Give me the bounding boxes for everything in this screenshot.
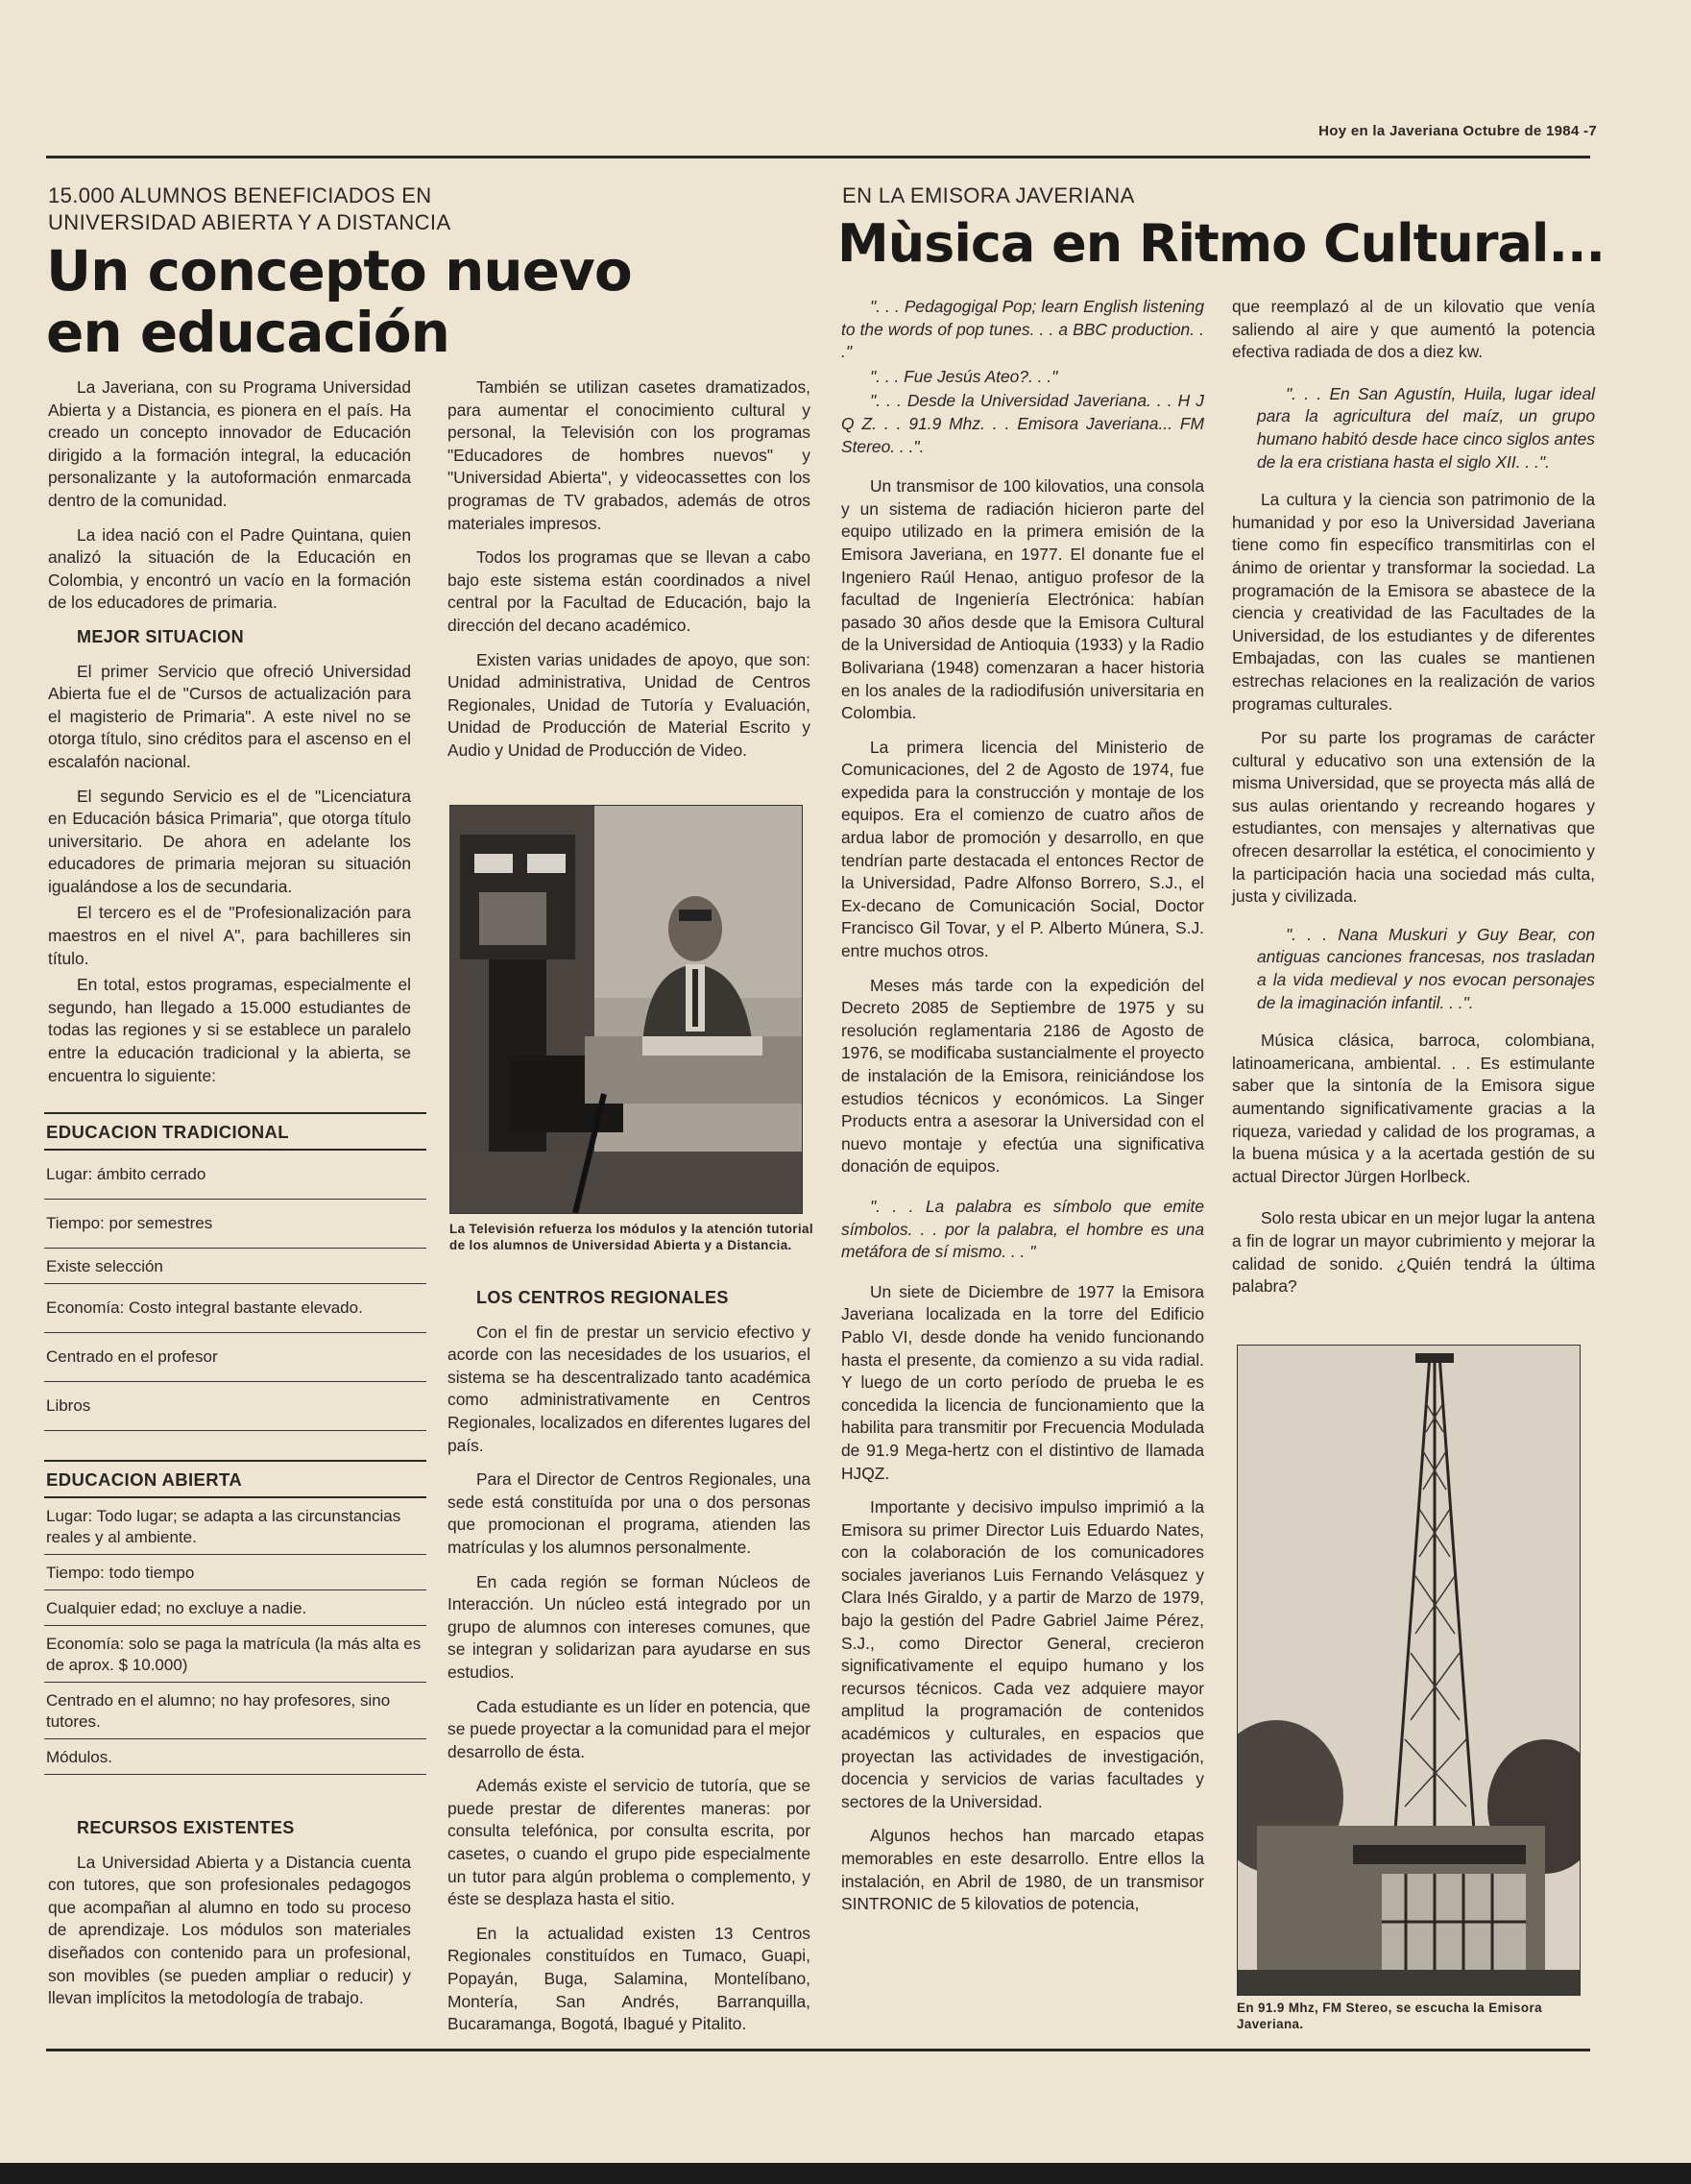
subheading-recursos: RECURSOS EXISTENTES [77,1818,295,1837]
left-headline [46,240,833,363]
left-kicker-line-2: UNIVERSIDAD ABIERTA Y A DISTANCIA [48,210,451,234]
paragraph: Importante y decisivo impulso imprimió a la Emisora su primer Director Luis Eduardo Nates, con la colaboración de los comunicadores sociales javerianos Luis Fernando Velásquez y Clara Inés Giraldo, y a partir de Marzo de 1979, bajo la gestión del Padre Gabriel Jaime Pérez, S.J., como Director General, crecieron significativamente el equipo humano y los recursos técnicos. Cada vez adquiere mayor amplitud la programación de contenidos académicos y culturales, en espacios que proyectan las actividades de investigación, docencia y servicios de varias facultades y sectores de la Universidad. [841,1497,1204,1811]
table-row: Módulos. [44,1739,426,1775]
subheading-centros-regionales: LOS CENTROS REGIONALES [476,1288,729,1307]
recursos-existentes [48,1817,411,2022]
paragraph: En cada región se forman Núcleos de Interacción. Un núcleo está integrado por un grupo de alumnos con intereses comunes, que se integran y solidarizan para ayudarse en sus estudios. [447,1571,810,1682]
left-kicker [48,182,835,236]
quote: ". . . La palabra es símbolo que emite símbolos. . . por la palabra, el hombre es una metáfora de sí mismo. . . " [841,1196,1204,1262]
paragraph: Existen varias unidades de apoyo, que son: Unidad administrativa, Unidad de Centros Regionales, Unidad de Tutoría y Evaluación, Unidad de Producción de Material Escrito y Audio y Unidad de Producción de Video. [447,649,810,760]
paragraph: Por su parte los programas de carácter cultural y educativo son una extensión de la misma Universidad, que se proyecta más allá de sus aulas orientando y recreando hogares y estudiantes, con mensajes y alternativas que ofrecen desarrollar la estética, el conocimiento y la participación hacia una sociedad más culta, justa y civilizada. [1232,728,1595,907]
paragraph: La idea nació con el Padre Quintana, quien analizó la situación de la Educación en Colombia, y encontró un vacío en la formación de los educadores de primaria. [48,524,411,613]
paragraph: La primera licencia del Ministerio de Comunicaciones, del 2 de Agosto de 1974, fue expedida para la construcción y montaje de los equipos. Era el comienzo de cuatro años de ardua labor de promoción y desarrollo, en que tendrían parte destacada el entonces Rector de la Universidad, Padre Alfonso Borrero, S.J., el Ex-decano de Comunicación Social, Doctor Francisco Gil Tovar, y el P. Alberto Múnera, S.J. entre muchos otros. [841,737,1204,961]
table-row: Economía: Costo integral bastante elevado. [44,1284,426,1333]
running-head: Hoy en la Javeriana Octubre de 1984 -7 [1318,123,1597,139]
table-row: Existe selección [44,1249,426,1284]
table-row: Economía: solo se paga la matrícula (la más alta es de aprox. $ 10.000) [44,1626,426,1683]
antenna-tower-photo [1237,1345,1581,1996]
paragraph: Para el Director de Centros Regionales, una sede está constituída por una o dos personas que promocionan el programa, atienden las matrículas y los alumnos personalmente. [447,1469,810,1557]
paragraph: La Javeriana, con su Programa Universidad Abierta y a Distancia, es pionera en el país. Ha creado un concepto innovador de Educación dirigido a la formación integral, la educación personalizante y la autoformación enmarcada dentro de la comunidad. [48,377,411,510]
scan-bottom-edge [0,2163,1691,2184]
paragraph: En total, estos programas, especialmente el segundo, han llegado a 15.000 estudiantes de todas las regiones y si se establece un paralelo entre la educación tradicional y la abierta, se encuentra lo siguiente: [48,975,411,1085]
bottom-rule [46,2049,1590,2051]
table-row: Tiempo: por semestres [44,1200,426,1249]
quote: ". . . Pedagogigal Pop; learn English listening to the words of pop tunes. . . a BBC production. . ." [841,297,1204,362]
left-column-2-top [447,376,810,774]
left-headline-line-1: Un concepto nuevo [46,238,632,303]
paragraph: Algunos hechos han marcado etapas memorables en este desarrollo. Entre ellos la instalación, en Abril de 1980, de un transmisor SINTRONIC de 5 kilovatios de potencia, [841,1826,1204,1914]
top-rule [46,156,1590,158]
left-headline-line-2: en educación [46,300,449,365]
paragraph: Música clásica, barroca, colombiana, latinoamericana, ambiental. . . Es estimulante saber que la sintonía de la Emisora sigue aumentando significativamente gracias a la riqueza, variedad y calidad de los programas, a la buena música y a la acertada gestión de su actual Director Jürgen Horlbeck. [1232,1031,1595,1186]
table-row: Lugar: Todo lugar; se adapta a las circunstancias reales y al ambiente. [44,1498,426,1555]
table-title: EDUCACION ABIERTA [44,1460,426,1498]
table-row: Centrado en el profesor [44,1333,426,1382]
table-row: Libros [44,1382,426,1431]
left-kicker-line-1: 15.000 ALUMNOS BENEFICIADOS EN [48,183,432,207]
right-kicker: EN LA EMISORA JAVERIANA [842,183,1135,207]
paragraph: Meses más tarde con la expedición del Decreto 2085 de Septiembre de 1975 y su resolución reglamentaria 2186 de Agosto de 1976, se modificaba sustancialmente el proyecto de instalación de la Emisora, reiniciándose los estudios técnicos y económicos. La Singer Products entra a asesorar la Universidad con el nuevo montaje y efectúa una significativa donación de equipos. [841,975,1204,1177]
paragraph: Todos los programas que se llevan a cabo bajo este sistema están coordinados a nivel central por la Facultad de Educación, bajo la dirección del decano académico. [447,547,810,635]
table-row: Lugar: ámbito cerrado [44,1151,426,1200]
quote: ". . . Nana Muskuri y Guy Bear, con antiguas canciones francesas, nos trasladan a la vida medieval y nos evocan personajes de la imaginación infantil. . .". [1257,924,1595,1012]
paragraph: Un transmisor de 100 kilovatios, una consola y un sistema de radiación hicieron parte del equipo utilizado en la primera emisión de la Emisora Javeriana, en 1977. El donante fue el Ingeniero Raúl Henao, antiguo profesor de la facultad de Ingeniería Electrónica: habían pasado 30 años desde que la Emisora Cultural de la Universidad de Antioquia (1933) y la Radio Bolivariana (1948) comenzaran a hacer historia en los anales de la radiodifusión universitaria en Colombia. [841,476,1204,723]
paragraph: El segundo Servicio es el de "Licenciatura en Educación básica Primaria", que otorga título universitario. De ahora en adelante los educadores de primaria mejoran su situación igualándose a los de secundaria. [48,786,411,896]
paragraph: La Universidad Abierta y a Distancia cuenta con tutores, que son profesionales pedagogos que acompañan al alumno en todo su proceso de aprendizaje. Los módulos son materiales diseñados con contenido para un profesional, son movibles (se pueden ampliar o reducir) y llevan implícitos la metodología de trabajo. [48,1852,411,2008]
antenna-tower-illustration [1238,1346,1580,1995]
tv-studio-illustration [450,806,802,1213]
paragraph: Cada estudiante es un líder en potencia, que se puede proyectar a la comunidad para el mejor desarrollo de ésta. [447,1696,810,1761]
paragraph: Con el fin de prestar un servicio efectivo y acorde con las necesidades de los usuarios, el sistema se ha descentralizado tanto académica como administrativamente en Centros Regionales, localizados en diferentes lugares del país. [447,1322,811,1455]
subheading-mejor-situacion: MEJOR SITUACION [77,626,245,646]
tv-photo-caption: La Televisión refuerza los módulos y la atención tutorial de los alumnos de Universidad Abierta y a Distancia. [449,1222,813,1252]
quote: ". . . Desde la Universidad Javeriana. . . H J Q Z. . . 91.9 Mhz. . . Emisora Javeriana... FM Stereo. . .". [841,391,1204,456]
left-column-1 [48,376,411,1099]
paragraph: La cultura y la ciencia son patrimonio de la humanidad y por eso la Universidad Javeriana tiene como fin específico transmitirlas con el ánimo de orientar y transformar la sociedad. La programación de la Emisora se abastece de la ciencia y creatividad de las Facultades de la Universidad, de los estudiantes y de diferentes Embajadas, con las cuales se mantienen estrechas relaciones en la realización de varios programas culturales. [1232,490,1595,714]
table-row: Tiempo: todo tiempo [44,1555,426,1590]
tv-studio-photo [449,805,803,1214]
left-column-2-bottom [447,1287,810,2048]
paragraph: Solo resta ubicar en un mejor lugar la antena a fin de lograr un mayor cubrimiento y mejorar la calidad de sonido. ¿Quién tendrá la última palabra? [1232,1208,1595,1297]
paragraph: En la actualidad existen 13 Centros Regionales constituídos en Tumaco, Guapi, Popayán, Buga, Salamina, Montelíbano, Montería, San Andrés, Barranquilla, Bucaramanga, Bogotá, Ibagué y Pitalito. [447,1923,810,2034]
table-title: EDUCACION TRADICIONAL [44,1112,426,1151]
paragraph: Además existe el servicio de tutoría, que se puede prestar de diferentes maneras: por consulta telefónica, por consulta escrita, por casetes, o cuando el grupo pide especialmente un tutor para algún problema o complemento, y éste se desplaza hasta el sitio. [447,1776,810,1909]
paragraph: El tercero es el de "Profesionalización para maestros en el nivel A", para bachilleres sin título. [48,903,411,968]
paragraph: que reemplazó al de un kilovatio que venía saliendo al aire y que aumentó la potencia efectiva radiada de dos a diez kw. [1232,297,1595,362]
antenna-photo-caption: En 91.9 Mhz, FM Stereo, se escucha la Emisora Javeriana. [1237,2001,1542,2031]
right-headline: Mùsica en Ritmo Cultural... [837,213,1605,274]
paragraph: Un siete de Diciembre de 1977 la Emisora Javeriana localizada en la torre del Edificio Pablo VI, desde donde ha venido funcionando hasta el presente, da comienzo a su vida radial. Y luego de un corto período de prueba le es concedida la licencia de funcionamiento que la habilita para transmitir por Frecuencia Modulada de 91.9 Mega-hertz con el distintivo de llamada HJQZ. [841,1281,1204,1483]
quote: ". . . Fue Jesús Ateo?. . ." [870,366,1058,386]
paragraph: El primer Servicio que ofreció Universidad Abierta fue el de "Cursos de actualización para el magisterio de Primaria". A este nivel no se otorga título, sino créditos para el ascenso en el escalafón nacional. [48,661,411,771]
table-row: Centrado en el alumno; no hay profesores, sino tutores. [44,1683,426,1739]
table-educacion-tradicional [44,1112,426,1431]
right-column-3 [841,296,1204,1928]
table-row: Cualquier edad; no excluye a nadie. [44,1590,426,1626]
paragraph: También se utilizan casetes dramatizados, para aumentar el conocimiento cultural y personal, la Televisión con los programas "Educadores de hombres nuevos" y "Universidad Abierta", y videocassettes con los programas de TV grabados, además de otros materiales impresos. [447,377,810,533]
quote: ". . . En San Agustín, Huila, lugar ideal para la agricultura del maíz, un grupo humano habitó desde hace cinco siglos antes de la era cristiana hasta el siglo XII. . .". [1257,383,1595,472]
right-column-4 [1232,296,1595,1310]
table-educacion-abierta [44,1460,426,1775]
